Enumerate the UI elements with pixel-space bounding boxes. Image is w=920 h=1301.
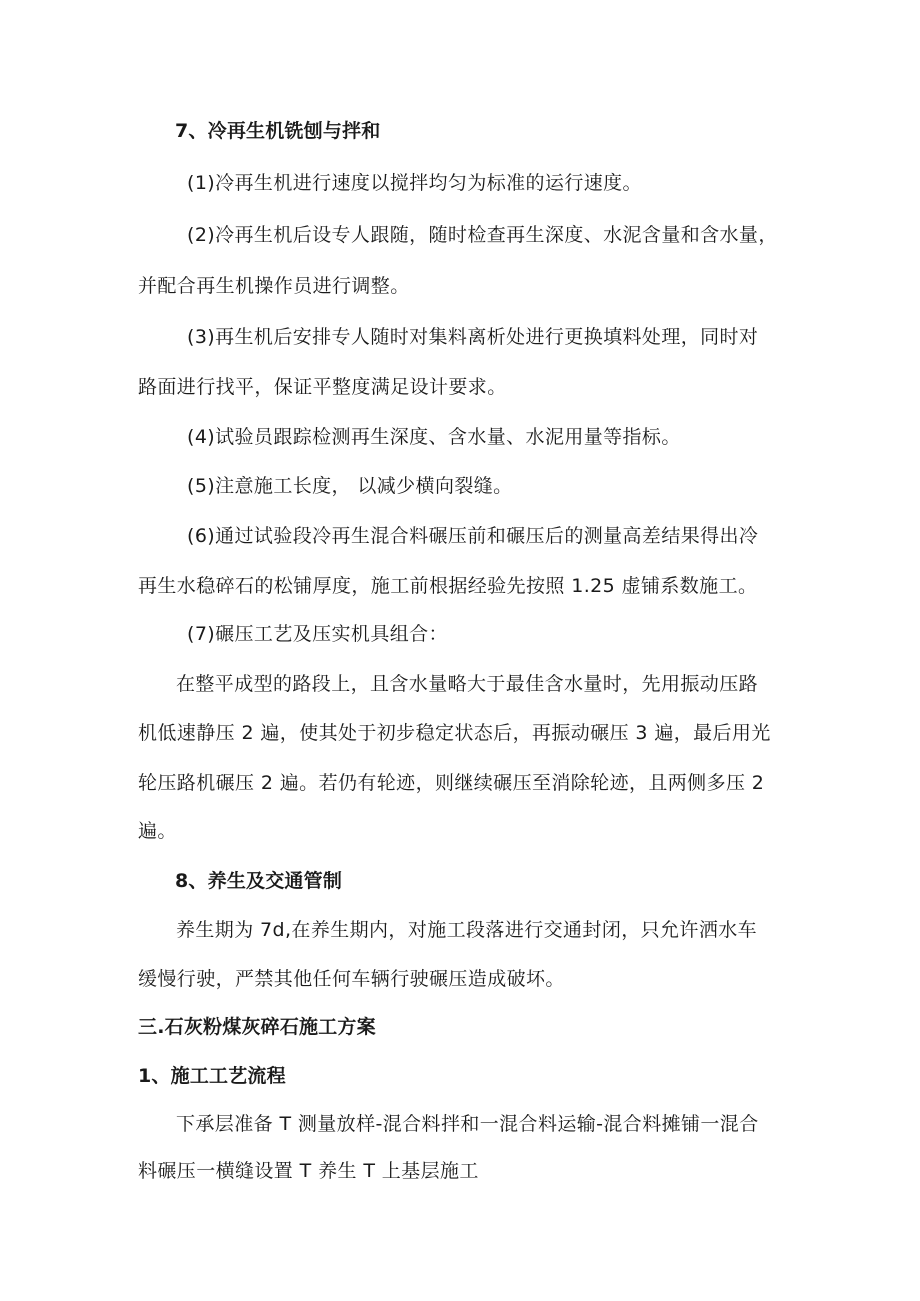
paragraph-compaction-line-1: 在整平成型的路段上，且含水量略大于最佳含水量时，先用振动压路	[176, 673, 759, 695]
section-heading-1: 1、施工工艺流程	[138, 1065, 286, 1087]
paragraph-item-4: (4)试验员跟踪检测再生深度、含水量、水泥用量等指标。	[187, 426, 681, 448]
chapter-heading-3: 三.石灰粉煤灰碎石施工方案	[138, 1016, 376, 1038]
paragraph-item-7: (7)碾压工艺及压实机具组合：	[187, 623, 448, 645]
paragraph-item-1: (1)冷再生机进行速度以搅拌均匀为标准的运行速度。	[187, 172, 642, 194]
paragraph-item-6-line-1: (6)通过试验段冷再生混合料碾压前和碾压后的测量高差结果得出冷	[187, 525, 759, 547]
paragraph-compaction-line-4: 遍。	[138, 820, 177, 842]
paragraph-item-3-line-2: 路面进行找平，保证平整度满足设计要求。	[138, 376, 507, 398]
paragraph-item-6-line-2: 再生水稳碎石的松铺厚度，施工前根据经验先按照 1.25 虚铺系数施工。	[138, 575, 758, 597]
paragraph-compaction-line-2: 机低速静压 2 遍，使其处于初步稳定状态后，再振动碾压 3 遍，最后用光	[138, 722, 771, 744]
paragraph-item-5: (5)注意施工长度， 以减少横向裂缝。	[187, 475, 513, 497]
paragraph-compaction-line-3: 轮压路机碾压 2 遍。若仍有轮迹，则继续碾压至消除轮迹，且两侧多压 2	[138, 772, 765, 794]
section-heading-7: 7、冷再生机铣刨与拌和	[175, 120, 381, 142]
paragraph-process-flow-line-2: 料碾压一横缝设置 T 养生 T 上基层施工	[138, 1160, 479, 1182]
paragraph-item-2-line-2: 并配合再生机操作员进行调整。	[138, 275, 410, 297]
paragraph-curing-line-1: 养生期为 7d,在养生期内，对施工段落进行交通封闭，只允许洒水车	[176, 919, 758, 941]
paragraph-item-2-line-1: (2)冷再生机后设专人跟随，随时检查再生深度、水泥含量和含水量，	[187, 224, 778, 246]
paragraph-curing-line-2: 缓慢行驶，严禁其他任何车辆行驶碾压造成破坏。	[138, 968, 565, 990]
section-heading-8: 8、养生及交通管制	[175, 870, 343, 892]
paragraph-item-3-line-1: (3)再生机后安排专人随时对集料离析处进行更换填料处理，同时对	[187, 326, 759, 348]
paragraph-process-flow-line-1: 下承层准备 T 测量放样-混合料拌和一混合料运输-混合料摊铺一混合	[176, 1113, 759, 1135]
